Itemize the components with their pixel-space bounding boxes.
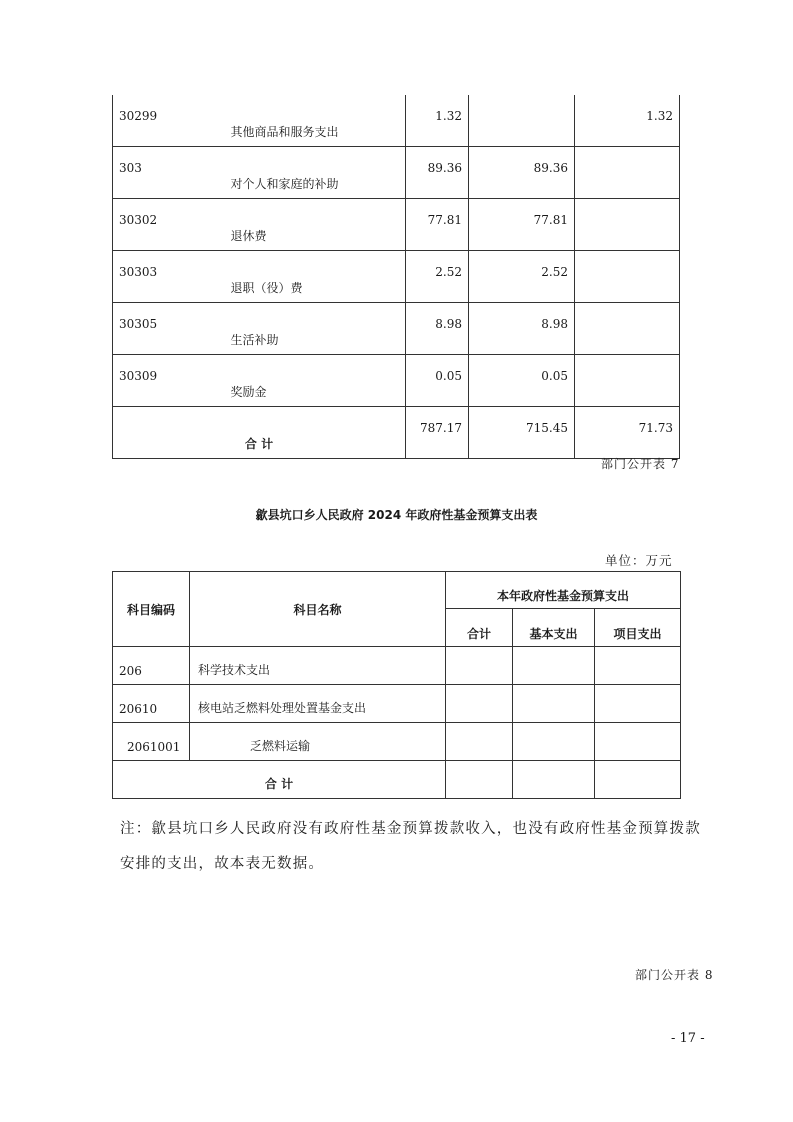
row-name: 退休费 (231, 199, 406, 251)
row-basic: 89.36 (469, 147, 575, 199)
row-project (575, 199, 680, 251)
row-project (575, 147, 680, 199)
row-code: 30303 (113, 251, 231, 303)
row-total: 89.36 (406, 147, 469, 199)
row-name: 乏燃料运输 (190, 723, 446, 761)
total-basic: 715.45 (469, 407, 575, 459)
table-row (113, 147, 680, 199)
row-basic (513, 723, 595, 761)
row-basic: 2.52 (469, 251, 575, 303)
table-row (113, 95, 680, 147)
government-fund-expenditure-table (112, 571, 681, 799)
row-project (595, 723, 681, 761)
row-code: 30302 (113, 199, 231, 251)
row-project (595, 647, 681, 685)
row-code: 206 (113, 647, 190, 685)
note-line-1: 注：歙县坑口乡人民政府没有政府性基金预算拨款收入，也没有政府性基金预算拨款 (120, 821, 701, 837)
row-total (446, 723, 513, 761)
total-sum (446, 761, 513, 799)
total-row (113, 407, 680, 459)
row-project (575, 355, 680, 407)
row-code: 30305 (113, 303, 231, 355)
table-row (113, 685, 681, 723)
header-basic: 基本支出 (513, 609, 595, 647)
row-name: 退职（役）费 (231, 251, 406, 303)
row-total (446, 685, 513, 723)
table-title: 歙县坑口乡人民政府 2024 年政府性基金预算支出表 (255, 508, 538, 522)
total-basic (513, 761, 595, 799)
page-number: - 17 - (671, 1031, 705, 1046)
row-total: 0.05 (406, 355, 469, 407)
table-row (113, 647, 681, 685)
row-project (575, 251, 680, 303)
row-code: 2061001 (113, 723, 190, 761)
row-name: 其他商品和服务支出 (231, 95, 406, 147)
header-project: 项目支出 (595, 609, 681, 647)
row-name: 奖励金 (231, 355, 406, 407)
note-line-2: 安排的支出，故本表无数据。 (120, 856, 325, 872)
row-total (446, 647, 513, 685)
header-group: 本年政府性基金预算支出 (446, 572, 681, 609)
header-total: 合计 (446, 609, 513, 647)
unit-label: 单位：万元 (605, 553, 673, 568)
row-basic (513, 685, 595, 723)
header-code: 科目编码 (113, 572, 190, 647)
row-project (575, 303, 680, 355)
page-label-7: 部门公开表 7 (601, 457, 680, 471)
row-code: 30309 (113, 355, 231, 407)
row-name: 对个人和家庭的补助 (231, 147, 406, 199)
header-name: 科目名称 (190, 572, 446, 647)
total-label: 合 计 (113, 761, 446, 799)
row-name: 科学技术支出 (190, 647, 446, 685)
row-code: 20610 (113, 685, 190, 723)
row-code: 303 (113, 147, 231, 199)
row-total: 77.81 (406, 199, 469, 251)
page-label-8: 部门公开表 8 (635, 968, 714, 982)
expenditure-table-continued (112, 95, 680, 459)
row-basic: 8.98 (469, 303, 575, 355)
row-total: 1.32 (406, 95, 469, 147)
table-row (113, 723, 681, 761)
row-basic: 77.81 (469, 199, 575, 251)
total-label: 合 计 (113, 407, 406, 459)
total-project (595, 761, 681, 799)
row-total: 2.52 (406, 251, 469, 303)
table-row (113, 303, 680, 355)
row-basic (513, 647, 595, 685)
row-name: 生活补助 (231, 303, 406, 355)
row-basic (469, 95, 575, 147)
row-total: 8.98 (406, 303, 469, 355)
row-basic: 0.05 (469, 355, 575, 407)
row-project: 1.32 (575, 95, 680, 147)
total-sum: 787.17 (406, 407, 469, 459)
total-row (113, 761, 681, 799)
table-row (113, 199, 680, 251)
table-row (113, 355, 680, 407)
row-code: 30299 (113, 95, 231, 147)
row-name: 核电站乏燃料处理处置基金支出 (190, 685, 446, 723)
row-project (595, 685, 681, 723)
table-row (113, 251, 680, 303)
total-project: 71.73 (575, 407, 680, 459)
